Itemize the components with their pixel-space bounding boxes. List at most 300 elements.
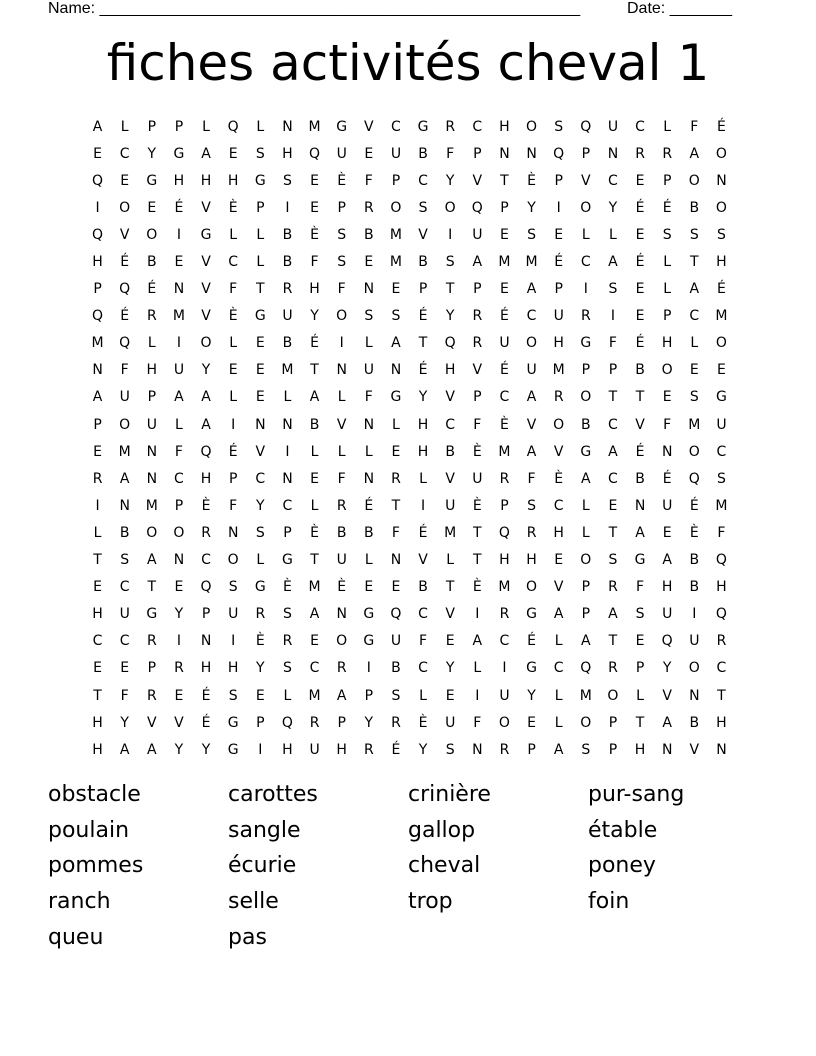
grid-letter: U [282, 308, 293, 325]
grid-letter: Y [201, 741, 211, 758]
grid-letter: U [445, 714, 456, 731]
grid-letter: Q [92, 172, 104, 189]
grid-letter: O [715, 199, 727, 216]
grid-letter: H [444, 362, 456, 379]
grid-letter: L [256, 118, 265, 135]
grid-letter: R [391, 470, 401, 487]
grid-letter: É [201, 687, 211, 704]
grid-letter: C [608, 416, 618, 433]
grid-letter: Y [256, 497, 265, 514]
grid-letter: O [119, 199, 131, 216]
grid-letter: M [281, 362, 294, 379]
grid-letter: R [445, 118, 456, 135]
grid-letter: L [554, 633, 563, 650]
grid-letter: Q [471, 199, 483, 216]
grid-letter: C [716, 443, 727, 460]
grid-letter: U [662, 497, 673, 514]
grid-letter: Y [662, 660, 672, 677]
grid-letter: T [445, 281, 455, 298]
grid-letter: C [635, 118, 645, 135]
grid-letter: L [446, 552, 455, 569]
grid-letter: R [309, 714, 320, 731]
grid-letter: H [499, 552, 510, 569]
grid-letter: A [336, 687, 347, 704]
grid-letter: V [119, 226, 130, 243]
word-search-grid [84, 113, 735, 763]
grid-letter: V [201, 199, 211, 216]
grid-letter: U [228, 606, 239, 623]
grid-letter: N [526, 145, 537, 162]
grid-letter: Q [661, 633, 673, 650]
grid-letter: L [636, 687, 644, 704]
grid-letter: F [446, 145, 455, 162]
grid-letter: E [120, 172, 130, 189]
grid-letter: C [174, 470, 184, 487]
grid-letter: R [580, 308, 591, 325]
grid-row [84, 330, 735, 357]
grid-letter: Q [200, 443, 212, 460]
grid-letter: U [363, 362, 374, 379]
grid-letter: O [119, 416, 131, 433]
grid-letter: H [92, 606, 103, 623]
grid-letter: É [635, 443, 645, 460]
grid-letter: N [336, 362, 347, 379]
grid-letter: C [580, 254, 591, 271]
grid-letter: N [634, 497, 646, 514]
grid-letter: H [282, 741, 293, 758]
grid-letter: G [417, 118, 429, 135]
grid-letter: I [583, 281, 588, 298]
grid-letter: É [635, 199, 645, 216]
grid-letter: O [607, 687, 619, 704]
grid-letter: M [444, 524, 457, 541]
grid-letter: É [147, 281, 157, 298]
grid-letter: C [282, 497, 293, 514]
grid-letter: N [227, 524, 239, 541]
grid-letter: L [120, 118, 129, 135]
grid-letter: S [689, 389, 699, 406]
grid-letter: E [310, 633, 319, 650]
grid-letter: Q [92, 308, 104, 325]
grid-letter: I [176, 226, 181, 243]
grid-letter: P [581, 145, 591, 162]
grid-letter: S [228, 579, 238, 596]
page-title: fiches activités cheval 1 [106, 34, 710, 92]
grid-letter: P [147, 389, 157, 406]
grid-letter: O [580, 199, 592, 216]
grid-letter: È [472, 497, 482, 514]
grid-letter: C [445, 416, 456, 433]
grid-letter: É [717, 281, 726, 298]
grid-letter: M [498, 579, 511, 596]
grid-letter: L [473, 660, 482, 677]
grid-letter: M [145, 497, 158, 514]
word-list-item: cheval [408, 853, 481, 879]
grid-letter: A [201, 145, 211, 162]
grid-letter: É [500, 308, 509, 325]
grid-letter: B [391, 660, 401, 677]
grid-letter: S [554, 118, 564, 135]
grid-letter: E [120, 660, 130, 677]
name-field-label: Name: ______________________________________________________ [48, 0, 581, 17]
grid-letter: Q [688, 470, 700, 487]
grid-letter: F [337, 470, 346, 487]
grid-letter: Y [608, 199, 618, 216]
grid-letter: I [176, 633, 181, 650]
grid-letter: B [689, 552, 700, 569]
grid-letter: Y [201, 362, 211, 379]
grid-letter: E [310, 172, 319, 189]
grid-letter: C [472, 118, 483, 135]
grid-letter: P [581, 606, 591, 623]
grid-letter: U [173, 362, 185, 379]
grid-letter: F [229, 497, 238, 514]
grid-letter: E [689, 362, 699, 379]
grid-letter: C [418, 660, 428, 677]
grid-letter: M [498, 443, 511, 460]
grid-letter: P [337, 714, 346, 731]
grid-letter: E [255, 687, 265, 704]
grid-letter: V [472, 362, 483, 379]
grid-letter: R [282, 281, 293, 298]
grid-letter: T [690, 254, 699, 271]
grid-letter: H [92, 741, 103, 758]
word-list-item: gallop [408, 817, 476, 843]
grid-letter: P [581, 579, 591, 596]
grid-letter: P [554, 172, 563, 189]
grid-letter: E [364, 254, 374, 271]
grid-letter: G [526, 606, 537, 623]
grid-letter: O [336, 633, 348, 650]
grid-letter: F [473, 714, 482, 731]
grid-letter: A [391, 335, 401, 352]
grid-letter: H [417, 443, 429, 460]
grid-letter: N [282, 416, 293, 433]
grid-letter: É [527, 633, 536, 650]
grid-letter: Q [119, 281, 131, 298]
grid-letter: B [282, 335, 293, 352]
grid-letter: C [92, 633, 103, 650]
grid-letter: É [120, 308, 130, 325]
grid-letter: F [717, 524, 726, 541]
grid-letter: N [363, 470, 375, 487]
grid-letter: H [661, 579, 673, 596]
grid-letter: T [473, 552, 482, 569]
grid-letter: G [526, 660, 537, 677]
grid-letter: M [579, 687, 592, 704]
grid-letter: T [147, 579, 157, 596]
grid-letter: L [283, 687, 292, 704]
grid-letter: F [527, 470, 536, 487]
grid-letter: O [688, 660, 700, 677]
grid-letter: M [308, 579, 321, 596]
grid-letter: É [418, 362, 428, 379]
grid-letter: A [553, 606, 564, 623]
grid-letter: S [418, 199, 428, 216]
grid-letter: F [310, 254, 319, 271]
grid-letter: A [581, 633, 591, 650]
grid-letter: L [283, 389, 292, 406]
grid-letter: L [337, 443, 346, 460]
grid-letter: F [419, 633, 428, 650]
grid-letter: S [282, 660, 292, 677]
grid-letter: G [580, 443, 592, 460]
grid-letter: C [119, 633, 130, 650]
grid-letter: E [391, 443, 401, 460]
grid-letter: E [147, 199, 157, 216]
grid-letter: R [391, 714, 401, 731]
grid-letter: E [228, 362, 238, 379]
grid-letter: N [363, 281, 375, 298]
grid-letter: È [472, 579, 482, 596]
word-list-item: carottes [228, 782, 318, 807]
grid-letter: A [92, 389, 103, 406]
grid-letter: N [689, 687, 700, 704]
grid-letter: V [526, 416, 537, 433]
grid-letter: G [146, 172, 158, 189]
word-list-item: sangle [228, 817, 301, 843]
grid-letter: N [390, 552, 402, 569]
grid-letter: H [92, 714, 103, 731]
grid-letter: O [715, 335, 727, 352]
grid-row [84, 736, 735, 763]
grid-letter: P [147, 118, 157, 135]
grid-letter: I [692, 606, 697, 623]
word-list-item: obstacle [48, 782, 141, 807]
grid-letter: T [445, 579, 455, 596]
grid-letter: Y [445, 660, 455, 677]
grid-letter: L [202, 118, 210, 135]
grid-letter: N [200, 633, 212, 650]
grid-letter: P [93, 416, 102, 433]
grid-letter: Q [281, 714, 293, 731]
grid-letter: V [336, 416, 347, 433]
grid-letter: S [282, 172, 292, 189]
grid-letter: A [174, 389, 184, 406]
grid-letter: G [390, 389, 402, 406]
grid-letter: B [336, 524, 347, 541]
grid-letter: Q [119, 335, 131, 352]
grid-row [84, 248, 735, 275]
grid-letter: A [526, 443, 537, 460]
grid-letter: Q [715, 606, 727, 623]
grid-letter: O [146, 226, 158, 243]
grid-letter: P [473, 389, 482, 406]
grid-letter: S [608, 281, 618, 298]
grid-letter: H [499, 118, 510, 135]
grid-letter: É [228, 443, 238, 460]
grid-letter: N [716, 172, 727, 189]
grid-letter: A [635, 524, 645, 541]
word-list-item: écurie [228, 853, 297, 879]
grid-letter: A [309, 389, 320, 406]
grid-letter: E [255, 362, 265, 379]
grid-letter: P [93, 281, 102, 298]
grid-letter: M [525, 254, 538, 271]
grid-letter: R [174, 660, 184, 677]
grid-letter: L [229, 226, 238, 243]
grid-letter: E [500, 281, 509, 298]
grid-letter: V [201, 281, 211, 298]
grid-letter: H [173, 172, 185, 189]
grid-letter: É [391, 741, 401, 758]
grid-letter: Q [715, 552, 727, 569]
grid-letter: B [119, 524, 130, 541]
grid-letter: Q [580, 118, 592, 135]
grid-letter: P [554, 281, 563, 298]
grid-letter: I [420, 497, 426, 514]
grid-letter: C [689, 308, 700, 325]
grid-letter: P [201, 606, 211, 623]
grid-letter: É [310, 335, 319, 352]
grid-letter: L [310, 443, 319, 460]
grid-letter: L [364, 552, 373, 569]
grid-letter: M [118, 443, 131, 460]
grid-letter: É [662, 199, 672, 216]
grid-letter: I [95, 497, 100, 514]
grid-letter: G [634, 552, 646, 569]
grid-letter: C [255, 470, 266, 487]
grid-letter: O [715, 145, 727, 162]
grid-letter: V [255, 443, 266, 460]
grid-letter: S [716, 226, 726, 243]
grid-letter: B [147, 254, 157, 271]
grid-letter: C [608, 172, 618, 189]
grid-letter: I [610, 308, 615, 325]
grid-letter: T [608, 389, 618, 406]
grid-letter: L [581, 226, 590, 243]
grid-letter: F [608, 335, 617, 352]
grid-letter: V [445, 389, 455, 406]
grid-letter: L [419, 470, 427, 487]
grid-letter: G [146, 606, 158, 623]
grid-letter: S [662, 226, 672, 243]
grid-letter: P [608, 714, 618, 731]
grid-letter: C [499, 389, 510, 406]
grid-letter: É [500, 362, 509, 379]
grid-letter: Q [227, 118, 239, 135]
grid-letter: È [337, 579, 347, 596]
grid-letter: Q [580, 660, 592, 677]
grid-letter: E [554, 552, 564, 569]
grid-letter: G [254, 579, 266, 596]
grid-row [84, 547, 735, 574]
grid-letter: M [688, 416, 701, 433]
grid-letter: L [229, 335, 238, 352]
grid-letter: O [526, 118, 538, 135]
grid-letter: G [282, 552, 293, 569]
grid-letter: N [92, 362, 103, 379]
grid-letter: H [200, 172, 212, 189]
word-list-item: pur-sang [588, 782, 685, 807]
grid-letter: C [716, 660, 727, 677]
grid-letter: B [282, 254, 293, 271]
grid-letter: R [499, 470, 510, 487]
grid-letter: M [308, 118, 321, 135]
grid-letter: P [608, 741, 618, 758]
grid-letter: S [337, 254, 347, 271]
grid-letter: U [689, 633, 700, 650]
grid-letter: F [636, 579, 645, 596]
grid-letter: I [95, 199, 100, 216]
grid-letter: U [146, 416, 157, 433]
grid-letter: O [526, 335, 538, 352]
grid-row [84, 221, 735, 248]
grid-letter: I [475, 606, 480, 623]
grid-letter: V [445, 470, 455, 487]
grid-letter: U [309, 741, 320, 758]
grid-letter: A [147, 741, 157, 758]
grid-letter: O [200, 335, 212, 352]
grid-letter: S [255, 145, 265, 162]
grid-letter: E [174, 254, 184, 271]
grid-letter: E [391, 281, 401, 298]
grid-letter: V [553, 443, 564, 460]
grid-letter: V [472, 172, 483, 189]
grid-letter: S [337, 226, 347, 243]
grid-letter: Y [418, 389, 428, 406]
grid-letter: È [337, 172, 347, 189]
grid-letter: F [120, 362, 129, 379]
grid-letter: H [309, 281, 320, 298]
grid-letter: E [635, 172, 645, 189]
grid-letter: Y [445, 308, 455, 325]
grid-letter: L [392, 416, 400, 433]
grid-letter: T [418, 335, 428, 352]
grid-letter: F [337, 281, 346, 298]
grid-letter: H [336, 741, 347, 758]
grid-letter: Y [527, 199, 536, 216]
grid-letter: A [201, 416, 211, 433]
grid-letter: B [689, 579, 700, 596]
grid-letter: G [227, 714, 239, 731]
grid-letter: Q [553, 145, 565, 162]
grid-letter: N [146, 443, 158, 460]
grid-letter: Y [527, 687, 536, 704]
grid-letter: B [418, 145, 428, 162]
grid-letter: T [473, 524, 482, 541]
grid-letter: C [608, 470, 618, 487]
grid-letter: R [363, 741, 374, 758]
grid-letter: C [499, 633, 510, 650]
grid-letter: N [363, 416, 375, 433]
grid-letter: V [364, 118, 374, 135]
grid-letter: E [310, 199, 319, 216]
grid-letter: A [472, 633, 483, 650]
grid-letter: É [635, 254, 645, 271]
grid-letter: F [229, 281, 238, 298]
grid-letter: E [554, 226, 564, 243]
grid-letter: R [201, 524, 211, 541]
grid-letter: E [635, 633, 645, 650]
grid-letter: L [663, 118, 672, 135]
grid-letter: B [689, 199, 700, 216]
grid-letter: L [419, 687, 427, 704]
grid-letter: A [309, 606, 320, 623]
grid-letter: O [444, 199, 456, 216]
grid-letter: H [716, 579, 727, 596]
grid-letter: O [336, 308, 348, 325]
grid-letter: G [173, 145, 185, 162]
grid-letter: E [93, 660, 102, 677]
grid-letter: I [448, 226, 453, 243]
grid-letter: É [554, 254, 564, 271]
grid-letter: S [255, 524, 265, 541]
grid-letter: A [119, 741, 130, 758]
word-list-item: pas [228, 924, 267, 950]
word-list-item: selle [228, 889, 279, 915]
grid-letter: S [689, 226, 699, 243]
